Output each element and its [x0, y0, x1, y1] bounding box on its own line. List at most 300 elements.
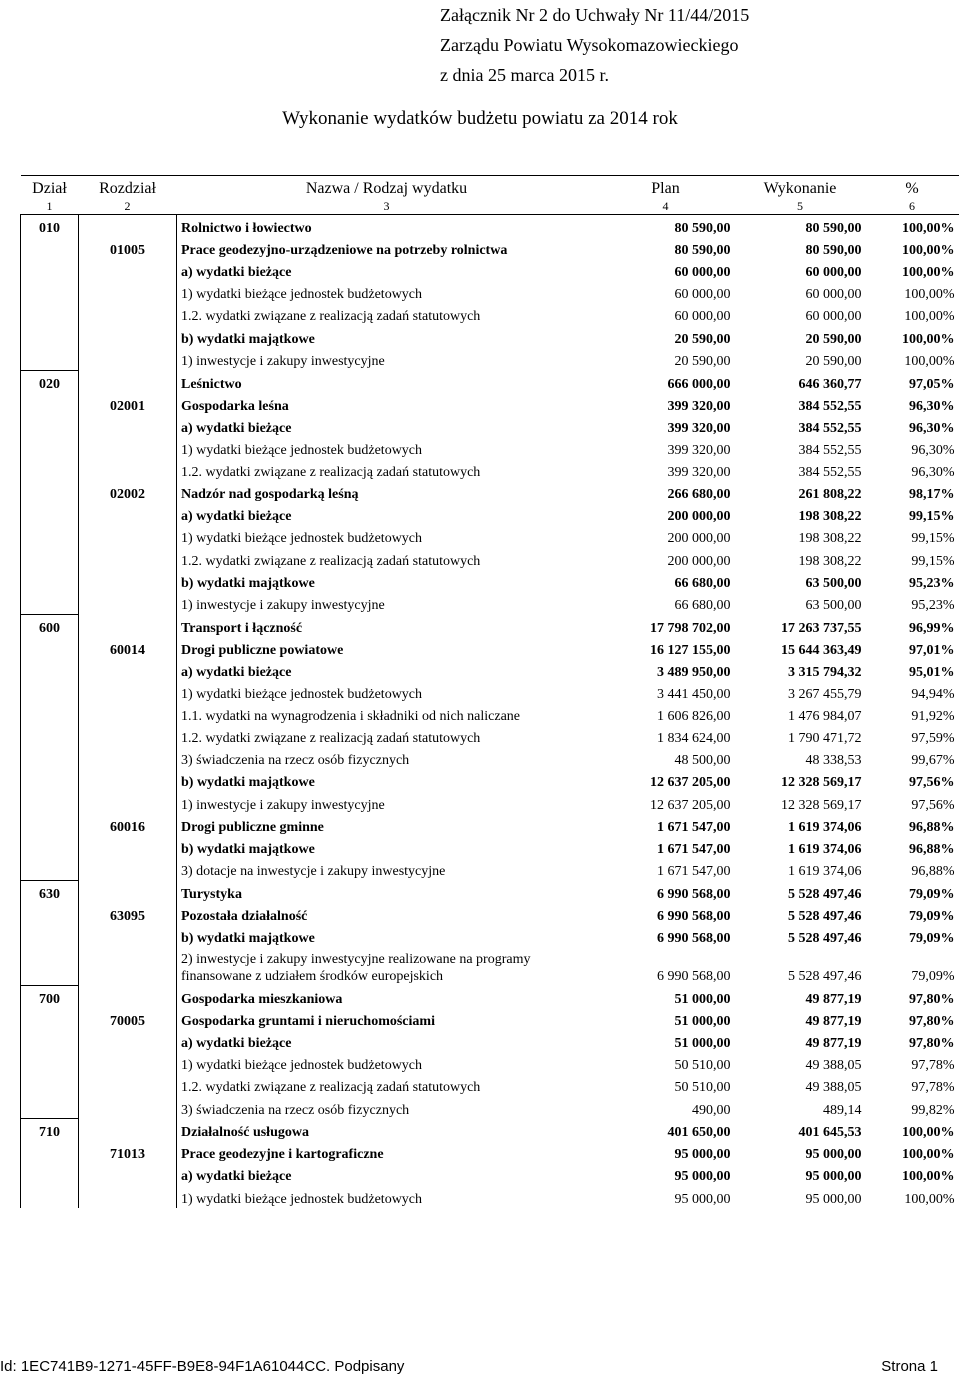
cell-procent: 99,15%	[909, 509, 955, 525]
col-header-rozdzial: Rozdział	[79, 176, 177, 199]
col-number-5: 5	[735, 198, 866, 215]
cell-wykonanie: 12 328 569,17	[781, 775, 862, 791]
cell-wykonanie: 20 590,00	[805, 331, 862, 347]
cell-procent: 99,67%	[911, 753, 955, 769]
cell-wykonanie: 80 590,00	[805, 243, 862, 259]
cell-dzial	[21, 1030, 79, 1052]
cell-dzial	[21, 1052, 79, 1074]
cell-dzial	[21, 570, 79, 592]
cell-wykonanie: 95 000,00	[805, 1191, 862, 1207]
cell-name: a) wydatki bieżące	[181, 1035, 292, 1051]
cell-rozdzial	[79, 1052, 177, 1074]
cell-procent: 79,09%	[909, 909, 955, 924]
cell-name: 1) wydatki bieżące jednostek budżetowych	[181, 1057, 423, 1073]
cell-wykonanie: 5 528 497,46	[788, 969, 862, 985]
cell-plan: 60 000,00	[674, 309, 731, 325]
cell-plan: 60 000,00	[674, 287, 731, 303]
cell-procent: 97,80%	[909, 1035, 955, 1051]
cell-plan: 3 441 450,00	[657, 687, 731, 703]
table-column-numbers-row	[21, 198, 959, 215]
cell-dzial	[21, 925, 79, 947]
cell-wykonanie: 198 308,22	[798, 531, 862, 547]
cell-rozdzial: 70005	[79, 1008, 177, 1030]
cell-plan: 12 637 205,00	[650, 775, 731, 791]
cell-wykonanie: 5 528 497,46	[788, 886, 862, 902]
table-row	[21, 393, 959, 415]
cell-wykonanie: 3 267 455,79	[788, 687, 862, 703]
table-row	[21, 1141, 959, 1163]
cell-rozdzial	[79, 525, 177, 547]
cell-rozdzial	[79, 947, 177, 985]
cell-procent: 96,99%	[909, 620, 955, 636]
cell-name: 1.2. wydatki związane z realizacją zadań statutowych	[181, 309, 481, 325]
cell-dzial	[21, 325, 79, 347]
cell-procent: 96,88%	[909, 819, 955, 835]
cell-procent: 97,56%	[911, 797, 955, 813]
cell-name: Gospodarka gruntami i nieruchomościami	[181, 1013, 435, 1029]
cell-dzial	[21, 303, 79, 325]
cell-dzial: 020	[21, 370, 79, 393]
cell-name: Transport i łączność	[181, 620, 303, 636]
table-row	[21, 858, 959, 881]
cell-dzial	[21, 525, 79, 547]
table-row	[21, 747, 959, 769]
table-row	[21, 880, 959, 903]
cell-procent: 100,00%	[904, 354, 955, 370]
table-row	[21, 1096, 959, 1119]
cell-plan: 1 671 547,00	[657, 864, 731, 880]
cell-rozdzial	[79, 659, 177, 681]
cell-name: a) wydatki bieżące	[181, 664, 292, 680]
cell-name: 3) świadczenia na rzecz osób fizycznych	[181, 1102, 410, 1118]
table-row	[21, 503, 959, 525]
table-row	[21, 1119, 959, 1142]
table-row	[21, 925, 959, 947]
cell-plan: 50 510,00	[674, 1080, 731, 1096]
cell-dzial	[21, 637, 79, 659]
cell-wykonanie: 384 552,55	[798, 420, 862, 436]
table-row	[21, 459, 959, 481]
table-row	[21, 481, 959, 503]
table-row	[21, 769, 959, 791]
cell-plan: 399 320,00	[667, 465, 731, 481]
cell-name: b) wydatki majątkowe	[181, 575, 315, 591]
cell-procent: 97,05%	[909, 376, 955, 392]
cell-dzial	[21, 459, 79, 481]
cell-name: 1.2. wydatki związane z realizacją zadań statutowych	[181, 465, 481, 481]
cell-procent: 100,00%	[902, 331, 955, 347]
cell-procent: 100,00%	[904, 309, 955, 325]
table-row	[21, 259, 959, 281]
table-row	[21, 370, 959, 393]
table-row	[21, 1008, 959, 1030]
table-row	[21, 1030, 959, 1052]
cell-rozdzial	[79, 880, 177, 903]
cell-wykonanie: 60 000,00	[805, 309, 862, 325]
cell-dzial	[21, 547, 79, 569]
cell-wykonanie: 48 338,53	[805, 753, 862, 769]
cell-dzial	[21, 437, 79, 459]
table-row	[21, 903, 959, 925]
table-row	[21, 437, 959, 459]
cell-dzial	[21, 503, 79, 525]
col-header-dzial: Dział	[21, 176, 79, 199]
cell-dzial	[21, 259, 79, 281]
table-row	[21, 547, 959, 569]
cell-plan: 95 000,00	[674, 1191, 731, 1207]
cell-wykonanie: 5 528 497,46	[788, 909, 862, 924]
cell-procent: 79,09%	[911, 969, 955, 985]
col-number-6: 6	[866, 198, 959, 215]
table-row	[21, 614, 959, 637]
col-number-3: 3	[177, 198, 597, 215]
cell-name: b) wydatki majątkowe	[181, 841, 315, 857]
document-header	[440, 0, 860, 90]
cell-name: 1.2. wydatki związane z realizacją zadań statutowych	[181, 553, 481, 569]
table-row	[21, 947, 959, 985]
table-row	[21, 415, 959, 437]
table-row	[21, 814, 959, 836]
cell-plan: 399 320,00	[667, 398, 731, 414]
cell-dzial	[21, 281, 79, 303]
cell-rozdzial	[79, 769, 177, 791]
cell-dzial	[21, 592, 79, 615]
cell-procent: 95,23%	[909, 575, 955, 591]
cell-rozdzial	[79, 415, 177, 437]
header-line-date: z dnia 25 marca 2015 r.	[440, 65, 609, 85]
table-row	[21, 1052, 959, 1074]
cell-wykonanie: 49 877,19	[805, 1013, 862, 1029]
cell-dzial: 010	[21, 215, 79, 238]
header-line-attachment: Załącznik Nr 2 do Uchwały Nr 11/44/2015	[440, 5, 750, 25]
cell-dzial	[21, 947, 79, 985]
cell-rozdzial	[79, 985, 177, 1008]
cell-rozdzial	[79, 281, 177, 303]
cell-name: b) wydatki majątkowe	[181, 331, 315, 347]
cell-procent: 91,92%	[911, 709, 955, 725]
cell-dzial	[21, 393, 79, 415]
cell-name	[177, 947, 597, 985]
cell-procent: 96,88%	[911, 864, 955, 880]
cell-procent: 96,88%	[909, 841, 955, 857]
cell-procent: 100,00%	[902, 1169, 955, 1185]
cell-plan: 200 000,00	[667, 553, 731, 569]
cell-name: 1) inwestycje i zakupy inwestycyjne	[181, 354, 385, 370]
cell-name: a) wydatki bieżące	[181, 265, 292, 281]
cell-plan: 16 127 155,00	[650, 642, 731, 658]
col-header-plan: Plan	[597, 176, 735, 199]
cell-wykonanie: 1 619 374,06	[788, 819, 862, 835]
cell-plan: 12 637 205,00	[650, 797, 731, 813]
cell-wykonanie: 49 877,19	[805, 1035, 862, 1051]
cell-rozdzial	[79, 1096, 177, 1119]
table-row	[21, 281, 959, 303]
cell-name: Turystyka	[181, 886, 242, 902]
cell-dzial	[21, 415, 79, 437]
cell-plan: 20 590,00	[674, 331, 731, 347]
cell-plan: 200 000,00	[667, 509, 731, 525]
document-title: Wykonanie wydatków budżetu powiatu za 2014 rok	[282, 108, 678, 129]
cell-dzial	[21, 769, 79, 791]
cell-name: 1) inwestycje i zakupy inwestycyjne	[181, 598, 385, 614]
cell-plan: 51 000,00	[674, 1035, 731, 1051]
cell-plan: 490,00	[692, 1102, 731, 1118]
cell-wykonanie: 384 552,55	[798, 465, 862, 481]
cell-plan: 1 606 826,00	[657, 709, 731, 725]
cell-wykonanie: 1 619 374,06	[788, 864, 862, 880]
budget-table-body	[21, 215, 959, 1208]
cell-plan: 6 990 568,00	[657, 969, 731, 985]
cell-procent: 96,30%	[911, 465, 955, 481]
table-row	[21, 303, 959, 325]
cell-dzial	[21, 1163, 79, 1185]
cell-name: Gospodarka mieszkaniowa	[181, 991, 343, 1007]
cell-wykonanie: 401 645,53	[798, 1125, 862, 1141]
cell-wykonanie: 15 644 363,49	[781, 642, 862, 658]
table-row	[21, 791, 959, 813]
cell-procent: 97,78%	[911, 1057, 955, 1073]
cell-procent: 99,15%	[911, 553, 955, 569]
cell-procent: 100,00%	[904, 1191, 955, 1207]
cell-wykonanie: 384 552,55	[798, 443, 862, 459]
table-row	[21, 637, 959, 659]
cell-dzial: 700	[21, 985, 79, 1008]
cell-plan: 80 590,00	[674, 221, 731, 237]
cell-rozdzial	[79, 1030, 177, 1052]
cell-wykonanie: 3 315 794,32	[788, 664, 862, 680]
cell-procent: 97,56%	[909, 775, 955, 791]
cell-rozdzial: 02001	[79, 393, 177, 415]
table-row	[21, 570, 959, 592]
cell-plan: 80 590,00	[674, 243, 731, 259]
cell-procent: 97,80%	[909, 991, 955, 1007]
header-line-board: Zarządu Powiatu Wysokomazowieckiego	[440, 35, 739, 55]
cell-rozdzial	[79, 836, 177, 858]
cell-wykonanie: 17 263 737,55	[781, 620, 862, 636]
cell-name: Rolnictwo i łowiectwo	[181, 221, 312, 237]
cell-plan: 399 320,00	[667, 443, 731, 459]
cell-dzial	[21, 814, 79, 836]
cell-name: Działalność usługowa	[181, 1125, 309, 1141]
cell-name: 3) świadczenia na rzecz osób fizycznych	[181, 753, 410, 769]
cell-rozdzial: 63095	[79, 903, 177, 925]
cell-procent: 100,00%	[904, 287, 955, 303]
cell-name: a) wydatki bieżące	[181, 420, 292, 436]
table-row	[21, 985, 959, 1008]
table-row	[21, 215, 959, 238]
cell-rozdzial	[79, 503, 177, 525]
cell-procent: 95,01%	[909, 664, 955, 680]
cell-dzial	[21, 1141, 79, 1163]
table-row	[21, 348, 959, 371]
table-row	[21, 592, 959, 615]
cell-rozdzial	[79, 370, 177, 393]
cell-name: 1) wydatki bieżące jednostek budżetowych	[181, 443, 423, 459]
cell-plan: 66 680,00	[674, 598, 731, 614]
cell-rozdzial	[79, 858, 177, 881]
cell-rozdzial	[79, 791, 177, 813]
cell-rozdzial: 02002	[79, 481, 177, 503]
cell-name: 1.2. wydatki związane z realizacją zadań statutowych	[181, 731, 481, 747]
table-row	[21, 681, 959, 703]
cell-dzial	[21, 237, 79, 259]
cell-procent: 95,23%	[911, 598, 955, 614]
cell-dzial	[21, 1185, 79, 1207]
cell-name: 1) wydatki bieżące jednostek budżetowych	[181, 687, 423, 703]
cell-wykonanie: 95 000,00	[805, 1169, 862, 1185]
cell-plan: 20 590,00	[674, 354, 731, 370]
cell-name: Gospodarka leśna	[181, 398, 289, 414]
document-id: Id: 1EC741B9-1271-45FF-B9E8-94F1A61044CC. Podpisany	[0, 1358, 405, 1375]
col-number-1: 1	[21, 198, 79, 215]
cell-name: 1.2. wydatki związane z realizacją zadań statutowych	[181, 1080, 481, 1096]
budget-table	[20, 175, 959, 1208]
col-header-wykonanie: Wykonanie	[735, 176, 866, 199]
cell-name: a) wydatki bieżące	[181, 1169, 292, 1185]
cell-plan: 95 000,00	[674, 1147, 731, 1163]
col-header-nazwa: Nazwa / Rodzaj wydatku	[177, 176, 597, 199]
cell-name: Drogi publiczne powiatowe	[181, 642, 344, 658]
cell-rozdzial	[79, 259, 177, 281]
cell-procent: 96,30%	[909, 398, 955, 414]
cell-plan: 6 990 568,00	[657, 909, 731, 924]
cell-rozdzial	[79, 547, 177, 569]
table-row	[21, 237, 959, 259]
cell-rozdzial	[79, 614, 177, 637]
cell-wykonanie: 60 000,00	[805, 287, 862, 303]
cell-wykonanie: 80 590,00	[805, 221, 862, 237]
cell-wykonanie: 49 388,05	[805, 1080, 862, 1096]
table-row	[21, 525, 959, 547]
table-row	[21, 1185, 959, 1207]
cell-plan: 17 798 702,00	[650, 620, 731, 636]
cell-plan: 51 000,00	[674, 1013, 731, 1029]
cell-wykonanie: 63 500,00	[805, 575, 862, 591]
cell-plan: 399 320,00	[667, 420, 731, 436]
cell-plan: 266 680,00	[667, 487, 731, 503]
cell-dzial	[21, 1074, 79, 1096]
cell-plan: 1 834 624,00	[657, 731, 731, 747]
cell-plan: 1 671 547,00	[657, 841, 731, 857]
cell-rozdzial	[79, 437, 177, 459]
cell-plan: 51 000,00	[674, 991, 731, 1007]
cell-rozdzial: 60014	[79, 637, 177, 659]
cell-name: b) wydatki majątkowe	[181, 775, 315, 791]
cell-name: Pozostała działalność	[181, 909, 308, 924]
cell-rozdzial	[79, 1119, 177, 1142]
table-header-row	[21, 176, 959, 199]
cell-dzial: 630	[21, 880, 79, 903]
cell-procent: 99,15%	[911, 531, 955, 547]
cell-name: 1) wydatki bieżące jednostek budżetowych	[181, 287, 423, 303]
cell-wykonanie: 60 000,00	[805, 265, 862, 281]
cell-rozdzial	[79, 1185, 177, 1207]
cell-wykonanie: 63 500,00	[805, 598, 862, 614]
col-number-2: 2	[79, 198, 177, 215]
cell-name: 1.1. wydatki na wynagrodzenia i składniki od nich naliczane	[181, 709, 521, 725]
cell-dzial: 710	[21, 1119, 79, 1142]
cell-rozdzial	[79, 570, 177, 592]
cell-name: 3) dotacje na inwestycje i zakupy inwestycyjne	[181, 864, 446, 880]
cell-name: Prace geodezyjne i kartograficzne	[181, 1147, 384, 1163]
cell-name: a) wydatki bieżące	[181, 509, 292, 525]
cell-procent: 100,00%	[902, 221, 955, 237]
col-number-4: 4	[597, 198, 735, 215]
cell-procent: 100,00%	[902, 265, 955, 281]
cell-wykonanie: 489,14	[823, 1102, 862, 1118]
cell-rozdzial	[79, 459, 177, 481]
cell-dzial	[21, 481, 79, 503]
col-header-procent: %	[866, 176, 959, 199]
cell-procent: 79,09%	[909, 886, 955, 902]
cell-name: Nadzór nad gospodarką leśną	[181, 487, 359, 503]
cell-wykonanie: 384 552,55	[798, 398, 862, 414]
table-row	[21, 703, 959, 725]
cell-dzial	[21, 681, 79, 703]
cell-plan: 200 000,00	[667, 531, 731, 547]
cell-name-text: 2) inwestycje i zakupy inwestycyjne realizowane na programy finansowane z udziałem środków europejskich	[181, 952, 531, 985]
cell-procent: 96,30%	[911, 443, 955, 459]
cell-wykonanie: 49 388,05	[805, 1057, 862, 1073]
cell-plan: 48 500,00	[674, 753, 731, 769]
cell-rozdzial	[79, 925, 177, 947]
cell-rozdzial	[79, 303, 177, 325]
cell-rozdzial	[79, 725, 177, 747]
cell-procent: 79,09%	[909, 931, 955, 947]
table-row	[21, 725, 959, 747]
cell-dzial	[21, 703, 79, 725]
cell-dzial: 600	[21, 614, 79, 637]
table-row	[21, 325, 959, 347]
cell-plan: 666 000,00	[667, 376, 731, 392]
cell-procent: 97,59%	[911, 731, 955, 747]
cell-dzial	[21, 725, 79, 747]
cell-plan: 60 000,00	[674, 265, 731, 281]
cell-name: b) wydatki majątkowe	[181, 931, 315, 947]
cell-wykonanie: 1 476 984,07	[788, 709, 862, 725]
cell-procent: 98,17%	[909, 487, 955, 503]
cell-procent: 99,82%	[911, 1102, 955, 1118]
cell-rozdzial	[79, 325, 177, 347]
cell-wykonanie: 49 877,19	[805, 991, 862, 1007]
cell-plan: 6 990 568,00	[657, 931, 731, 947]
cell-name: Prace geodezyjno-urządzeniowe na potrzeby rolnictwa	[181, 243, 508, 259]
cell-plan: 1 671 547,00	[657, 819, 731, 835]
page-number: Strona 1	[881, 1358, 938, 1375]
table-row	[21, 836, 959, 858]
cell-name: Drogi publiczne gminne	[181, 819, 324, 835]
cell-procent: 100,00%	[902, 243, 955, 259]
cell-procent: 97,80%	[909, 1013, 955, 1029]
cell-dzial	[21, 747, 79, 769]
cell-rozdzial: 71013	[79, 1141, 177, 1163]
cell-name: Leśnictwo	[181, 376, 242, 392]
cell-rozdzial	[79, 1163, 177, 1185]
cell-wykonanie: 261 808,22	[798, 487, 862, 503]
cell-rozdzial	[79, 592, 177, 615]
cell-wykonanie: 1 790 471,72	[788, 731, 862, 747]
cell-wykonanie: 646 360,77	[798, 376, 862, 392]
cell-rozdzial	[79, 1074, 177, 1096]
cell-procent: 97,78%	[911, 1080, 955, 1096]
cell-wykonanie: 198 308,22	[798, 509, 862, 525]
cell-rozdzial	[79, 348, 177, 371]
table-row	[21, 1074, 959, 1096]
cell-dzial	[21, 348, 79, 371]
cell-rozdzial	[79, 215, 177, 238]
cell-rozdzial	[79, 703, 177, 725]
cell-plan: 50 510,00	[674, 1057, 731, 1073]
